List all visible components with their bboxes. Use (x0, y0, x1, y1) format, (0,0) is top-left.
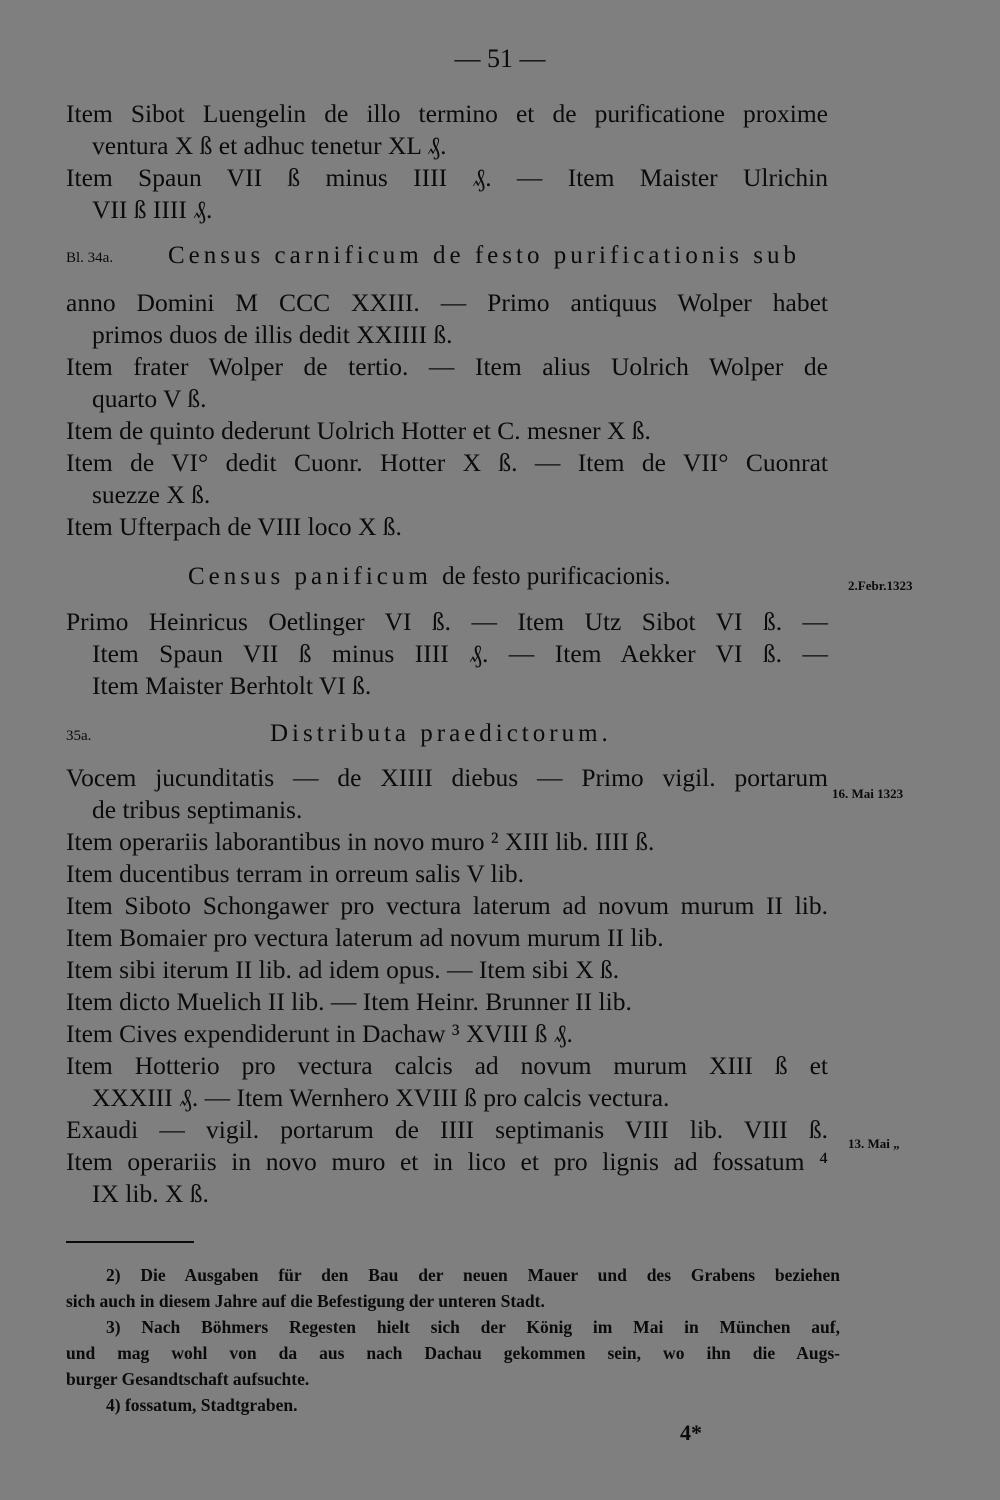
heading-rest-part: de festo purificacionis. (442, 563, 671, 590)
section-heading: Census carnificum de festo purificationis sub (168, 242, 800, 269)
margin-date: 16. Mai 1323 (832, 786, 904, 801)
footnote-line: und mag wohl von da aus nach Dachau gekommen sein, wo ihn die Augs- (66, 1343, 840, 1363)
footnote-rule (66, 1241, 194, 1243)
footnote-line: sich auch in diesem Jahre auf die Befestigung der unteren Stadt. (66, 1291, 545, 1311)
text-line: Primo Heinricus Oetlinger VI ß. — Item Utz Sibot VI ß. — (66, 607, 828, 636)
text-line: anno Domini M CCC XXIII. — Primo antiquus Wolper habet (66, 288, 828, 317)
entry-block-1 (66, 98, 828, 226)
folio-marker: Bl. 34a. (66, 250, 114, 266)
text-line: Item de VI° dedit Cuonr. Hotter X ß. — Item de VII° Cuonrat (66, 448, 828, 477)
folio-marker: 35a. (66, 728, 92, 744)
text-line: primos duos de illis dedit XXIIII ß. (92, 320, 453, 349)
heading-spaced-part: Census panificum (188, 563, 432, 590)
text-line: Item Bomaier pro vectura laterum ad novum murum II lib. (66, 923, 664, 952)
entry-block-4 (66, 762, 828, 1210)
text-line: Item Cives expendiderunt in Dachaw ³ XVIII ß ₰. (66, 1019, 573, 1048)
section-heading: Distributa praedictorum. (270, 720, 612, 747)
text-line: de tribus septimanis. (92, 795, 303, 824)
page-number: — 51 — (454, 44, 546, 73)
text-line: Item dicto Muelich II lib. — Item Heinr. Brunner II lib. (66, 987, 632, 1016)
footnote-line: 2) Die Ausgaben für den Bau der neuen Mauer und des Grabens beziehen (106, 1265, 840, 1285)
text-line: Exaudi — vigil. portarum de IIII septimanis VIII lib. VIII ß. (66, 1115, 828, 1144)
text-line: Item Spaun VII ß minus IIII ₰. — Item Maister Ulrichin (66, 163, 828, 192)
section-heading (188, 563, 671, 591)
text-line: Item operariis in novo muro et in lico et pro lignis ad fossatum ⁴ (66, 1147, 828, 1176)
text-line: Item Sibot Luengelin de illo termino et de purificatione proxime (66, 99, 828, 128)
text-line: Item Spaun VII ß minus IIII ₰. — Item Aekker VI ß. — (92, 639, 828, 668)
text-line: Item Ufterpach de VIII loco X ß. (66, 512, 402, 541)
text-line: IX lib. X ß. (92, 1179, 209, 1208)
footnote-line: 3) Nach Böhmers Regesten hielt sich der König im Mai in München auf, (106, 1317, 840, 1337)
text-line: Item Siboto Schongawer pro vectura laterum ad novum murum II lib. (66, 891, 828, 920)
text-line: Item sibi iterum II lib. ad idem opus. — Item sibi X ß. (66, 955, 620, 984)
footnote-line: burger Gesandtschaft aufsuchte. (66, 1369, 310, 1389)
margin-date: 13. Mai „ (848, 1136, 900, 1151)
footnotes (66, 1262, 840, 1418)
footnote-line: 4) fossatum, Stadtgraben. (106, 1395, 298, 1415)
text-line: Vocem jucunditatis — de XIIII diebus — Primo vigil. portarum (66, 763, 828, 792)
text-line: Item operariis laborantibus in novo muro ² XIII lib. IIII ß. (66, 827, 655, 856)
text-line: suezze X ß. (92, 480, 211, 509)
signature-mark: 4* (680, 1420, 702, 1445)
text-line: ventura X ß et adhuc tenetur XL ₰. (92, 131, 447, 160)
text-line: XXXIII ₰. — Item Wernhero XVIII ß pro calcis vectura. (92, 1083, 670, 1112)
text-line: quarto V ß. (92, 384, 207, 413)
text-line: Item de quinto dederunt Uolrich Hotter et C. mesner X ß. (66, 416, 651, 445)
margin-date: 2.Febr.1323 (848, 578, 913, 593)
entry-block-2 (66, 287, 828, 543)
text-line: VII ß IIII ₰. (92, 195, 213, 224)
entry-block-3 (66, 606, 828, 702)
text-line: Item ducentibus terram in orreum salis V lib. (66, 859, 524, 888)
text-line: Item frater Wolper de tertio. — Item alius Uolrich Wolper de (66, 352, 828, 381)
text-line: Item Hotterio pro vectura calcis ad novum murum XIII ß et (66, 1051, 828, 1080)
text-line: Item Maister Berhtolt VI ß. (92, 671, 372, 700)
